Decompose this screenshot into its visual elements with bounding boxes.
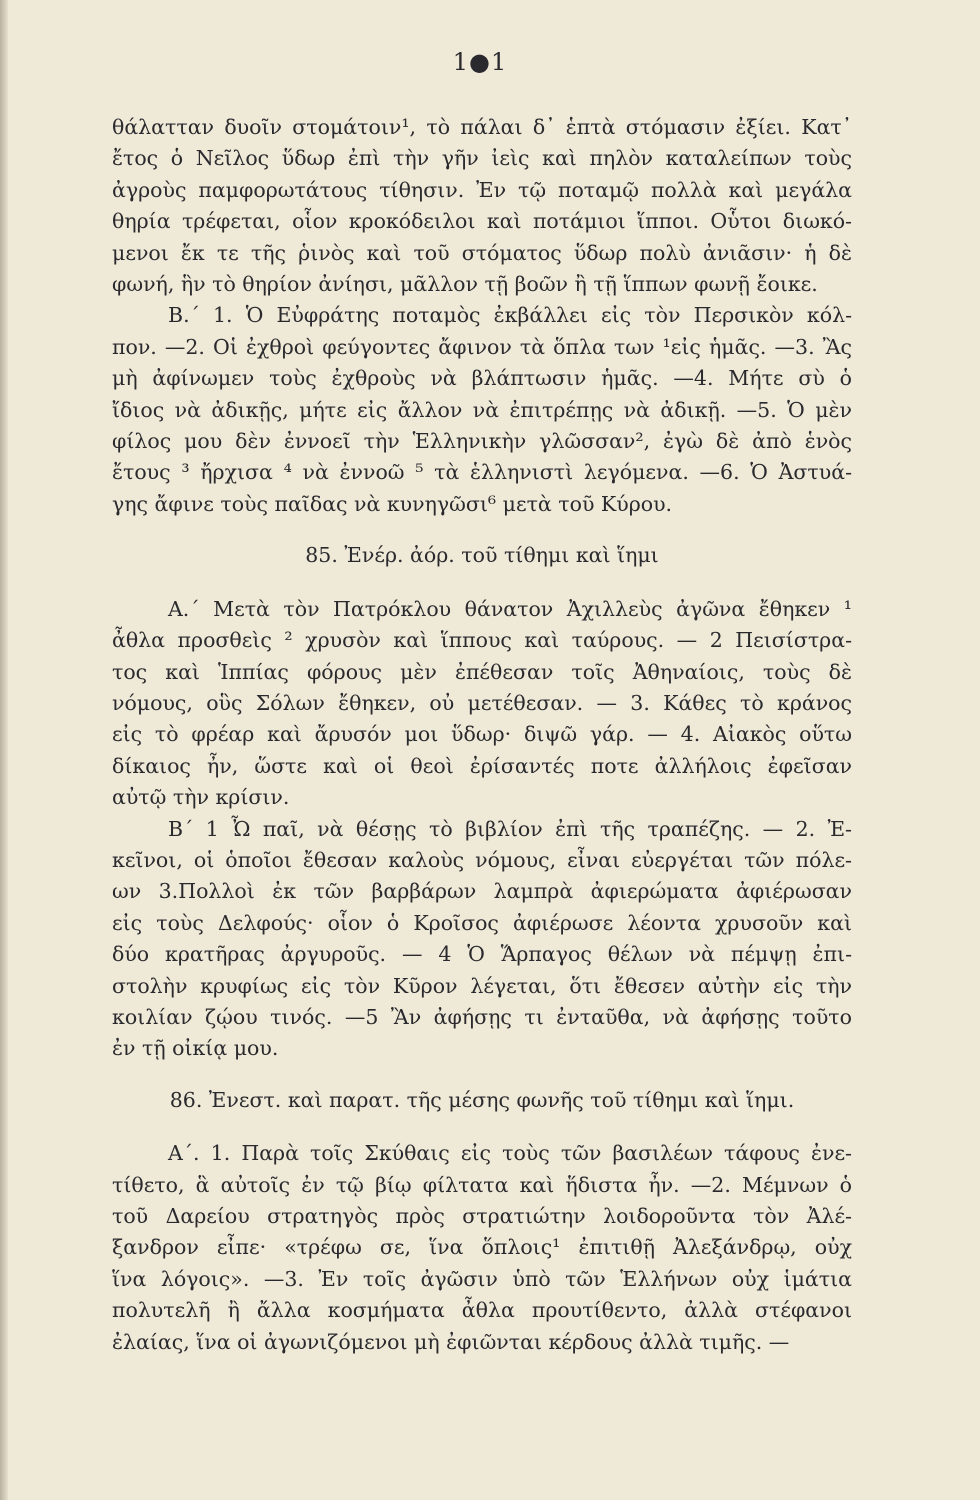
text-line: μὴ ἀφίνωμεν τοὺς ἐχθροὺς νὰ βλάπτωσιν ἡμᾶς. —4. Μήτε σὺ ὁ [112,366,852,391]
text-line: κοιλίαν ζῴου τινός. —5 Ἂν ἀφήσῃς τι ἐνταῦθα, νὰ ἀφήσῃς τοῦτο [112,1004,852,1029]
text-line: Α.΄ Μετὰ τὸν Πατρόκλου θάνατον Ἀχιλλεὺς ἀγῶνα ἔθηκεν ¹ [168,596,852,621]
paragraph-4 [112,814,852,1065]
text-line: μενοι ἔκ τε τῆς ῥινὸς καὶ τοῦ στόματος ὕδωρ πολὺ ἀνιᾶσιν· ἡ δὲ [112,240,852,265]
page-number: 1●1 [452,48,508,76]
text-line: ἀγροὺς παμφορωτάτους τίθησιν. Ἐν τῷ ποταμῷ πολλὰ καὶ μεγάλα [112,177,852,202]
text-line: τοῦ Δαρείου στρατηγὸς πρὸς στρατιώτην λοιδοροῦντα τὸν Ἀλέ- [112,1204,852,1228]
paragraph-5 [112,1138,852,1358]
section-heading-86: 86. Ἐνεστ. καὶ παρατ. τῆς μέσης φωνῆς τοῦ τίθημι καὶ ἵημι. [169,1087,795,1112]
text-line: ἔτους ³ ἤρχισα ⁴ νὰ ἐννοῶ ⁵ τὰ ἑλληνιστὶ λεγόμενα. —6. Ὁ Ἀστυά- [112,460,852,485]
text-line: φωνή, ἣν τὸ θηρίον ἀνίησι, μᾶλλον τῇ βοῶν ἢ τῇ ἵππων φωνῇ ἔοικε. [112,272,818,297]
text-line: στολὴν κρυφίως εἰς τὸν Κῦρον λέγεται, ὅτι ἔθεσεν αὐτὴν εἰς τὴν [112,973,852,998]
text-line: ἵνα λόγοις». —3. Ἐν τοῖς ἀγῶσιν ὑπὸ τῶν Ἑλλήνων οὐχ ἱμάτια [112,1266,852,1291]
text-line: ξανδρον εἶπε· «τρέφω σε, ἵνα ὅπλοις¹ ἐπιτιθῇ Ἀλεξάνδρῳ, οὐχ [112,1235,852,1260]
text-line: εἰς τὸ φρέαρ καὶ ἄρυσόν μοι ὕδωρ· διψῶ γάρ. — 4. Αἰακὸς οὕτω [112,722,852,747]
text-line: Β΄ 1 Ὦ παῖ, νὰ θέσῃς τὸ βιβλίον ἐπὶ τῆς τραπέζης. — 2. Ἐ- [168,816,852,841]
text-line: Α΄. 1. Παρὰ τοῖς Σκύθαις εἰς τοὺς τῶν βασιλέων τάφους ἐνε- [168,1141,852,1166]
paragraph-2 [112,300,852,520]
text-line: ων 3.Πολλοὶ ἐκ τῶν βαρβάρων λαμπρὰ ἀφιερώματα ἀφιέρωσαν [112,879,852,904]
text-line: δύο κρατῆρας ἀργυροῦς. — 4 Ὁ Ἅρπαγος θέλων νὰ πέμψῃ ἐπι- [112,942,852,967]
body-text [112,112,852,1358]
page-edge [0,0,8,1500]
paragraph-1 [112,112,852,300]
text-line: δίκαιος ἦν, ὥστε καὶ οἱ θεοὶ ἐρίσαντές ποτε ἀλλήλοις ἐφεῖσαν [112,753,852,778]
text-line: ἴδιος νὰ ἀδικῇς, μήτε εἰς ἄλλον νὰ ἐπιτρέπῃς νὰ ἀδικῇ. —5. Ὁ μὲν [112,397,852,422]
section-heading-85: 85. Ἐνέρ. ἀόρ. τοῦ τίθημι καὶ ἵημι [305,543,659,568]
text-line: τίθετο, ἃ αὐτοῖς ἐν τῷ βίῳ φίλτατα καὶ ἥδιστα ἦν. —2. Μέμνων ὁ [112,1172,852,1197]
text-line: τος καὶ Ἱππίας φόρους μὲν ἐπέθεσαν τοῖς Ἀθηναίοις, τοὺς δὲ [112,659,852,684]
text-line: Β.΄ 1. Ὁ Εὐφράτης ποταμὸς ἐκβάλλει εἰς τὸν Περσικὸν κόλ- [168,303,852,328]
text-line: θάλατταν δυοῖν στομάτοιν¹, τὸ πάλαι δ᾽ ἑπτὰ στόμασιν ἐξίει. Κατ᾽ [112,115,852,139]
text-line: εἰς τοὺς Δελφούς· οἷον ὁ Κροῖσος ἀφιέρωσε λέοντα χρυσοῦν καὶ [112,910,852,935]
text-line: πολυτελῆ ἢ ἄλλα κοσμήματα ἆθλα προυτίθεντο, ἀλλὰ στέφανοι [112,1298,852,1323]
text-line: αὐτῷ τὴν κρίσιν. [112,785,290,810]
paragraph-3 [112,594,852,814]
text-line: ἆθλα προσθεὶς ² χρυσὸν καὶ ἵππους καὶ ταύρους. — 2 Πεισίστρα- [112,628,852,653]
text-line: ἔτος ὁ Νεῖλος ὕδωρ ἐπὶ τὴν γῆν ἰεὶς καὶ πηλὸν καταλείπων τοὺς [112,146,852,171]
text-line: νόμους, οὓς Σόλων ἔθηκεν, οὐ μετέθεσαν. — 3. Κάθες τὸ κράνος [112,690,852,715]
text-line: πον. —2. Οἱ ἐχθροὶ φεύγοντες ἄφινον τὰ ὅπλα των ¹εἰς ἡμᾶς. —3. Ἂς [112,334,852,359]
text-line: ἐλαίας, ἵνα οἱ ἀγωνιζόμενοι μὴ ἐφιῶνται κέρδους ἀλλὰ τιμῆς. — [112,1329,790,1354]
text-line: ἐν τῇ οἰκίᾳ μου. [112,1036,279,1061]
text-line: κεῖνοι, οἱ ὁποῖοι ἔθεσαν καλοὺς νόμους, εἶναι εὐεργέται τῶν πόλε- [112,847,852,872]
text-line: γης ἄφινε τοὺς παῖδας νὰ κυνηγῶσι⁶ μετὰ τοῦ Κύρου. [112,491,673,516]
text-line: θηρία τρέφεται, οἷον κροκόδειλοι καὶ ποτάμιοι ἵπποι. Οὗτοι διωκό- [112,209,852,234]
text-line: φίλος μου δὲν ἐννοεῖ τὴν Ἑλληνικὴν γλῶσσαν², ἐγὼ δὲ ἀπὸ ἑνὸς [112,429,852,454]
